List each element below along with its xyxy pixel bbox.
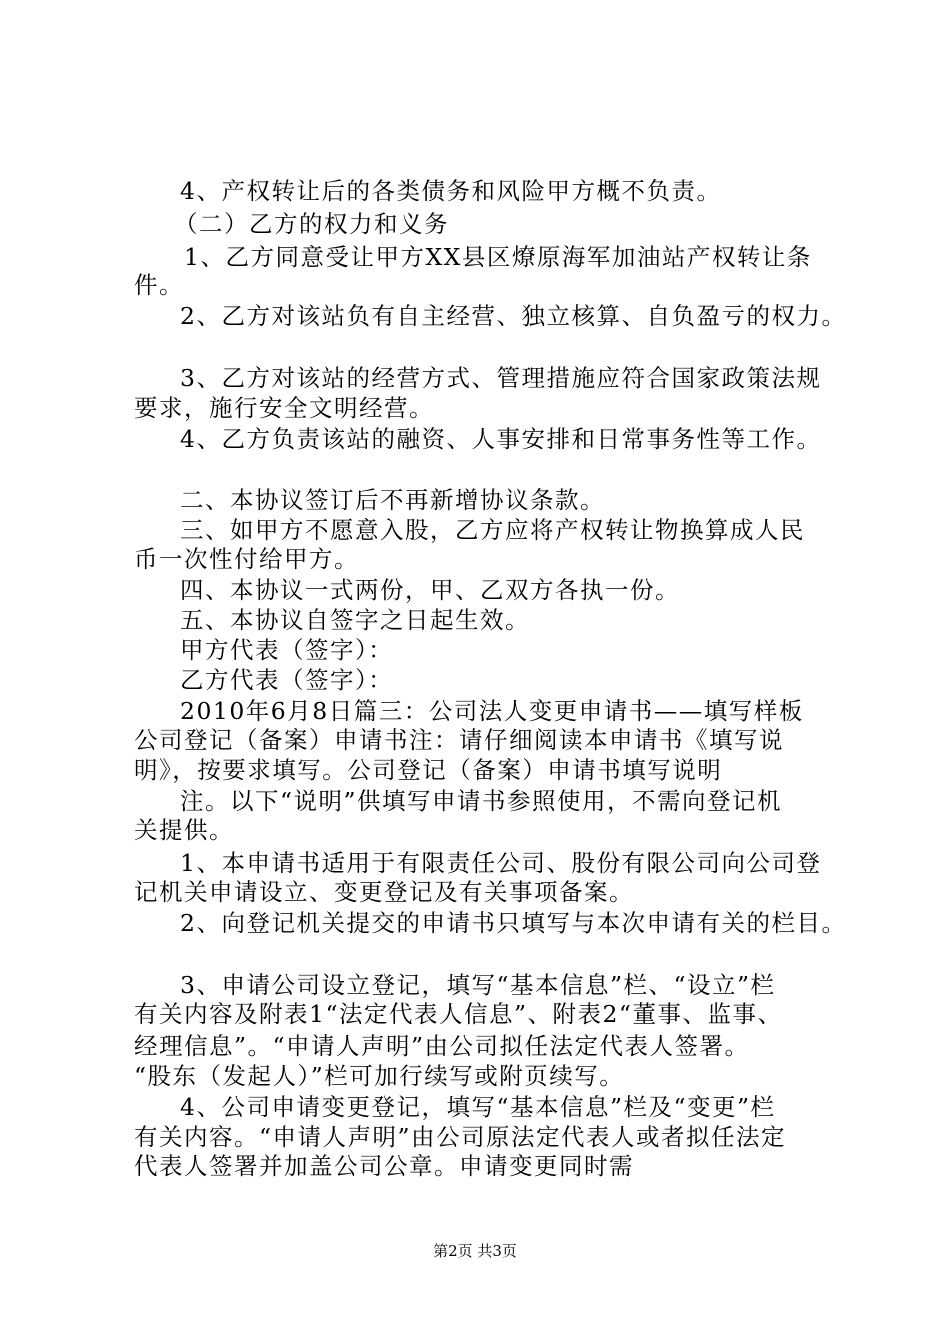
signature-line-party-b: 乙方代表（签字）： (180, 666, 394, 694)
text-line: 五、本协议自签字之日起生效。 (180, 606, 530, 634)
text-line: 3、乙方对该站的经营方式、管理措施应符合国家政策法规 (180, 364, 822, 392)
text-line: 2、乙方对该站负有自主经营、独立核算、自负盈亏的权力。 (180, 302, 847, 330)
text-line: 件。 (134, 271, 184, 299)
text-line: 记机关申请设立、变更登记及有关事项备案。 (134, 878, 634, 906)
text-line: 四、本协议一式两份，甲、乙双方各执一份。 (180, 576, 680, 604)
text-line: 公司登记（备案）申请书注：请仔细阅读本申请书《填写说 (134, 726, 784, 754)
text-line: 2、向登记机关提交的申请书只填写与本次申请有关的栏目。 (180, 909, 847, 937)
text-line: 2010年6月8日篇三：公司法人变更申请书——填写样板 (180, 697, 804, 725)
text-line: 关提供。 (134, 816, 234, 844)
text-line: 有关内容及附表1“法定代表人信息”、附表2“董事、监事、 (134, 1000, 783, 1028)
text-line: 有关内容。“申请人声明”由公司原法定代表人或者拟任法定 (134, 1123, 787, 1151)
text-line: 明》，按要求填写。公司登记（备案）申请书填写说明 (134, 756, 723, 784)
text-line: 三、如甲方不愿意入股，乙方应将产权转让物换算成人民 (180, 516, 805, 544)
page-number-footer: 第2页 共3页 (433, 1242, 517, 1260)
text-line: 1、乙方同意受让甲方XX县区燎原海军加油站产权转让条 (184, 243, 812, 271)
text-line: 4、乙方负责该站的融资、人事安排和日常事务性等工作。 (180, 425, 822, 453)
section-heading: （二）乙方的权力和义务 (174, 210, 449, 238)
text-line: 要求，施行安全文明经营。 (134, 394, 434, 422)
text-line: 经理信息”。“申请人声明”由公司拟任法定代表人签署。 (134, 1032, 750, 1060)
text-line: 币一次性付给甲方。 (134, 545, 359, 573)
text-line: 注。以下“说明”供填写申请书参照使用，不需向登记机 (180, 787, 783, 815)
text-line: 4、产权转让后的各类债务和风险甲方概不负责。 (180, 177, 722, 205)
signature-line-party-a: 甲方代表（签字）： (180, 636, 394, 664)
text-line: 3、申请公司设立登记，填写“基本信息”栏、“设立”栏 (180, 971, 776, 999)
text-line: 4、公司申请变更登记，填写“基本信息”栏及“变更”栏 (180, 1093, 776, 1121)
text-line: “股东（发起人）”栏可加行续写或附页续写。 (134, 1062, 625, 1090)
text-line: 1、本申请书适用于有限责任公司、股份有限公司向公司登 (180, 849, 822, 877)
text-line: 二、本协议签订后不再新增协议条款。 (180, 486, 605, 514)
text-line: 代表人签署并加盖公司公章。申请变更同时需 (134, 1152, 634, 1180)
